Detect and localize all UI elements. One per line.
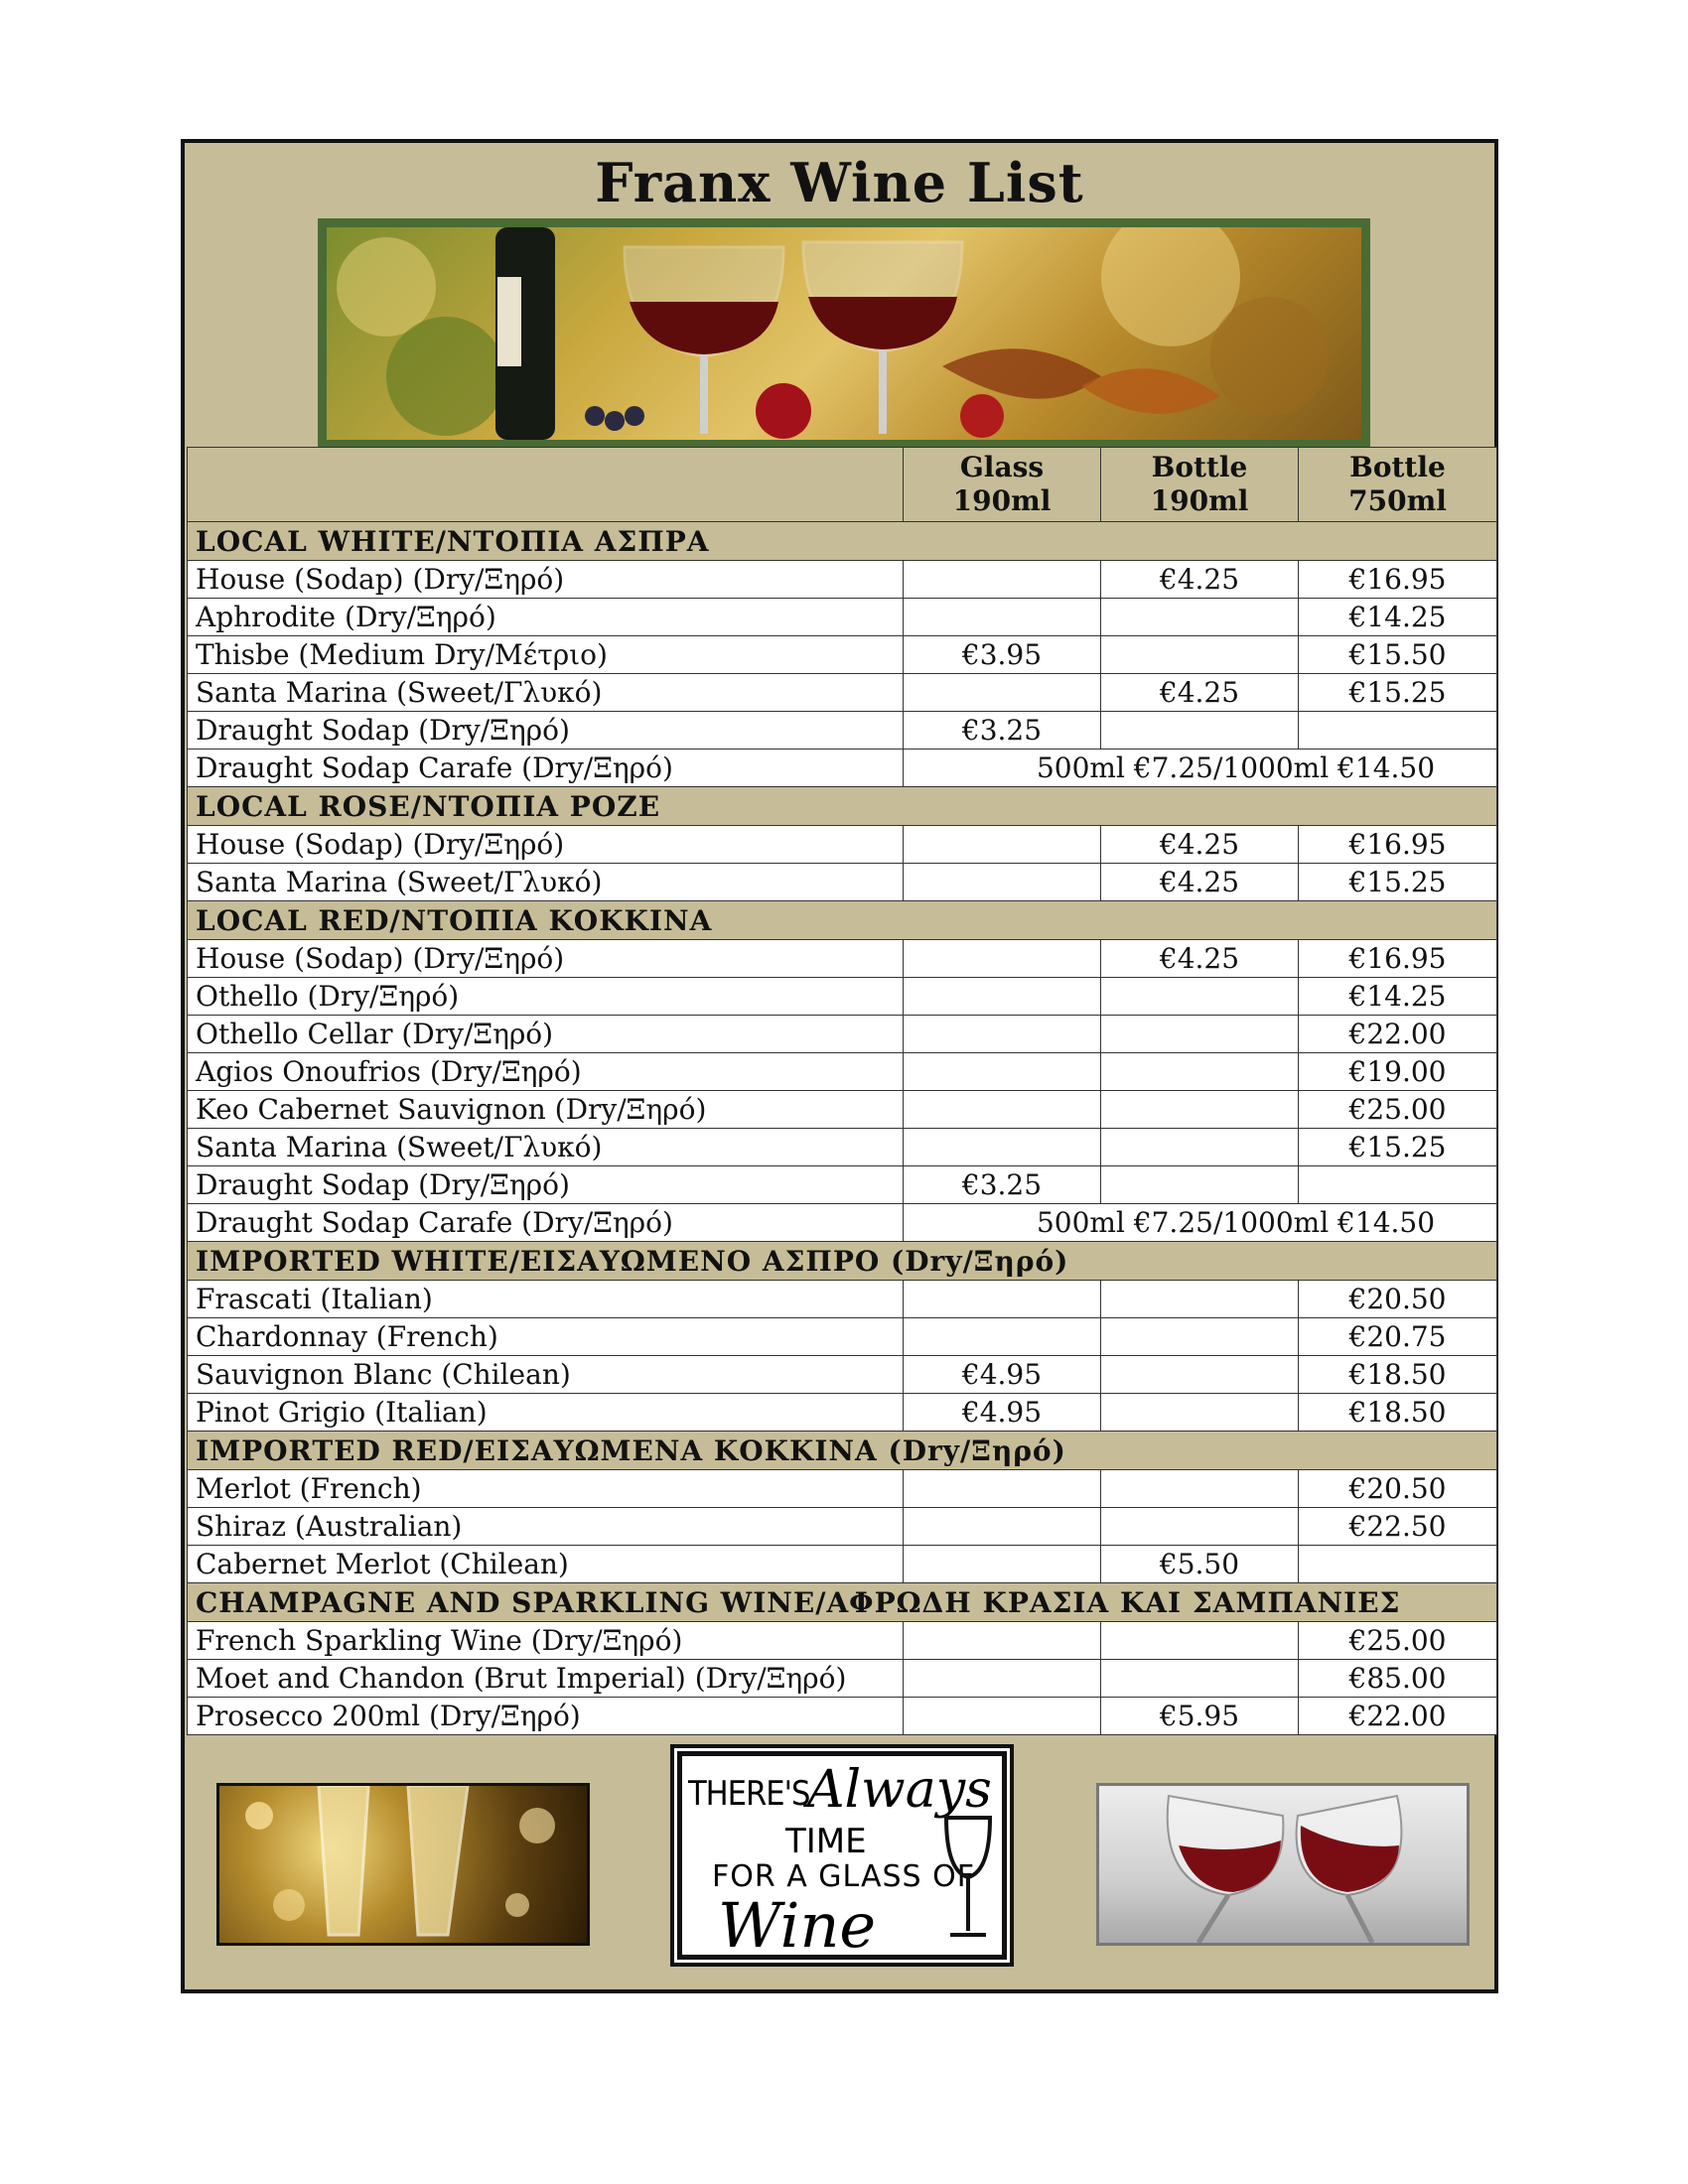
price-glass xyxy=(904,1698,1101,1735)
price-glass: €4.95 xyxy=(904,1356,1101,1394)
price-bottle-190ml xyxy=(1101,978,1299,1016)
price-bottle-190ml: €5.50 xyxy=(1101,1546,1299,1583)
carafe-prices: 500ml €7.25/1000ml €14.50 xyxy=(904,750,1497,787)
price-bottle-190ml xyxy=(1101,1053,1299,1091)
price-bottle-750ml: €22.00 xyxy=(1299,1016,1497,1053)
price-glass xyxy=(904,674,1101,712)
price-bottle-750ml: €15.50 xyxy=(1299,636,1497,674)
price-glass xyxy=(904,1016,1101,1053)
wine-name: Frascati (Italian) xyxy=(188,1281,904,1318)
hero-wine-image xyxy=(318,218,1370,449)
price-bottle-750ml: €20.50 xyxy=(1299,1281,1497,1318)
price-bottle-190ml xyxy=(1101,599,1299,636)
price-glass xyxy=(904,940,1101,978)
price-glass xyxy=(904,1318,1101,1356)
price-bottle-750ml xyxy=(1299,712,1497,750)
price-bottle-190ml xyxy=(1101,1166,1299,1204)
wine-name: Draught Sodap (Dry/Ξηρό) xyxy=(188,1166,904,1204)
price-bottle-750ml: €15.25 xyxy=(1299,674,1497,712)
wine-row xyxy=(188,1356,1497,1394)
price-bottle-190ml xyxy=(1101,1091,1299,1129)
price-glass xyxy=(904,1622,1101,1660)
wine-name: Keo Cabernet Sauvignon (Dry/Ξηρό) xyxy=(188,1091,904,1129)
carafe-prices: 500ml €7.25/1000ml €14.50 xyxy=(904,1204,1497,1242)
price-glass xyxy=(904,561,1101,599)
wine-name: Draught Sodap Carafe (Dry/Ξηρό) xyxy=(188,1204,904,1242)
section-title: IMPORTED RED/ΕΙΣΑΥΩΜΕΝΑ ΚΟΚΚΙΝΑ (Dry/Ξηρό) xyxy=(188,1432,1497,1470)
price-bottle-190ml xyxy=(1101,1470,1299,1508)
section-header-row xyxy=(188,1432,1497,1470)
price-bottle-750ml: €14.25 xyxy=(1299,978,1497,1016)
wine-row xyxy=(188,1281,1497,1318)
wine-row xyxy=(188,1166,1497,1204)
price-bottle-190ml xyxy=(1101,1356,1299,1394)
wine-price-table xyxy=(187,447,1497,1735)
slogan-script-2: Wine xyxy=(718,1889,877,1960)
wine-name: Aphrodite (Dry/Ξηρό) xyxy=(188,599,904,636)
price-glass xyxy=(904,978,1101,1016)
wine-name: Agios Onoufrios (Dry/Ξηρό) xyxy=(188,1053,904,1091)
price-bottle-750ml: €16.95 xyxy=(1299,561,1497,599)
price-glass xyxy=(904,1091,1101,1129)
price-bottle-190ml xyxy=(1101,636,1299,674)
wine-name: Shiraz (Australian) xyxy=(188,1508,904,1546)
page-title: Franx Wine List xyxy=(595,151,1084,214)
wine-row xyxy=(188,1204,1497,1242)
price-bottle-190ml: €5.95 xyxy=(1101,1698,1299,1735)
price-bottle-190ml xyxy=(1101,1129,1299,1166)
wine-name: Pinot Grigio (Italian) xyxy=(188,1394,904,1432)
price-bottle-750ml: €15.25 xyxy=(1299,864,1497,901)
wine-row xyxy=(188,1508,1497,1546)
wine-name: Cabernet Merlot (Chilean) xyxy=(188,1546,904,1583)
price-bottle-190ml xyxy=(1101,1622,1299,1660)
wine-row xyxy=(188,1698,1497,1735)
wine-row xyxy=(188,1091,1497,1129)
price-glass xyxy=(904,1470,1101,1508)
header-glass-190ml: Glass 190ml xyxy=(904,448,1101,522)
section-header-row xyxy=(188,522,1497,561)
section-header-row xyxy=(188,901,1497,940)
price-glass xyxy=(904,1281,1101,1318)
wine-row xyxy=(188,750,1497,787)
wine-name: Chardonnay (French) xyxy=(188,1318,904,1356)
wine-row xyxy=(188,1016,1497,1053)
section-header-row xyxy=(188,787,1497,826)
price-glass xyxy=(904,1660,1101,1698)
price-bottle-750ml: €85.00 xyxy=(1299,1660,1497,1698)
price-bottle-190ml: €4.25 xyxy=(1101,864,1299,901)
price-bottle-190ml xyxy=(1101,1508,1299,1546)
price-bottle-750ml: €15.25 xyxy=(1299,1129,1497,1166)
section-header-row xyxy=(188,1583,1497,1622)
slogan-script-1: Always xyxy=(807,1760,992,1820)
price-glass xyxy=(904,599,1101,636)
price-bottle-190ml: €4.25 xyxy=(1101,940,1299,978)
wine-row xyxy=(188,940,1497,978)
price-bottle-750ml: €18.50 xyxy=(1299,1394,1497,1432)
wine-name: Prosecco 200ml (Dry/Ξηρό) xyxy=(188,1698,904,1735)
wine-row xyxy=(188,1394,1497,1432)
section-title: LOCAL WHITE/ΝΤΟΠΙΑ ΑΣΠΡΑ xyxy=(188,522,1497,561)
wine-name: Draught Sodap (Dry/Ξηρό) xyxy=(188,712,904,750)
wine-row xyxy=(188,826,1497,864)
wine-row xyxy=(188,636,1497,674)
wine-row xyxy=(188,1470,1497,1508)
section-title: CHAMPAGNE AND SPARKLING WINE/ΑΦΡΩΔΗ ΚΡΑΣΙΑ ΚΑΙ ΣΑΜΠΑΝΙΕΣ xyxy=(188,1583,1497,1622)
price-bottle-750ml: €22.50 xyxy=(1299,1508,1497,1546)
price-bottle-750ml xyxy=(1299,1166,1497,1204)
price-bottle-750ml: €18.50 xyxy=(1299,1356,1497,1394)
price-bottle-190ml xyxy=(1101,1016,1299,1053)
price-glass: €3.95 xyxy=(904,636,1101,674)
section-title: LOCAL ROSE/ΝΤΟΠΙΑ ΡΟΖΕ xyxy=(188,787,1497,826)
price-bottle-750ml: €25.00 xyxy=(1299,1622,1497,1660)
wine-name: House (Sodap) (Dry/Ξηρό) xyxy=(188,826,904,864)
wine-glass-icon xyxy=(938,1812,998,1951)
wine-name: Othello Cellar (Dry/Ξηρό) xyxy=(188,1016,904,1053)
slogan-line-1: THERE'S xyxy=(688,1774,810,1814)
wine-name: House (Sodap) (Dry/Ξηρό) xyxy=(188,940,904,978)
wine-row xyxy=(188,1318,1497,1356)
wine-row xyxy=(188,1622,1497,1660)
wine-row xyxy=(188,712,1497,750)
wine-row xyxy=(188,599,1497,636)
price-bottle-190ml: €4.25 xyxy=(1101,561,1299,599)
price-bottle-750ml: €20.50 xyxy=(1299,1470,1497,1508)
section-header-row xyxy=(188,1242,1497,1281)
champagne-toast-image xyxy=(216,1783,590,1946)
wine-name: French Sparkling Wine (Dry/Ξηρό) xyxy=(188,1622,904,1660)
wine-row xyxy=(188,1660,1497,1698)
price-bottle-190ml: €4.25 xyxy=(1101,674,1299,712)
wine-row xyxy=(188,1546,1497,1583)
price-bottle-750ml: €16.95 xyxy=(1299,826,1497,864)
table-header-row xyxy=(188,448,1497,522)
price-bottle-750ml: €25.00 xyxy=(1299,1091,1497,1129)
slogan-line-3: FOR A GLASS OF xyxy=(712,1859,975,1894)
price-bottle-750ml: €16.95 xyxy=(1299,940,1497,978)
section-title: IMPORTED WHITE/ΕΙΣΑΥΩΜΕΝΟ ΑΣΠΡΟ (Dry/Ξηρό) xyxy=(188,1242,1497,1281)
price-glass: €3.25 xyxy=(904,1166,1101,1204)
wine-row xyxy=(188,1129,1497,1166)
price-bottle-190ml xyxy=(1101,1660,1299,1698)
price-bottle-190ml: €4.25 xyxy=(1101,826,1299,864)
wine-bottle-glasses-illustration xyxy=(327,227,1361,440)
wine-name: Santa Marina (Sweet/Γλυκό) xyxy=(188,1129,904,1166)
wine-name: House (Sodap) (Dry/Ξηρό) xyxy=(188,561,904,599)
header-bottle-190ml: Bottle 190ml xyxy=(1101,448,1299,522)
red-wine-glasses-image xyxy=(1096,1783,1470,1946)
price-bottle-190ml xyxy=(1101,1318,1299,1356)
price-glass xyxy=(904,1508,1101,1546)
price-glass: €4.95 xyxy=(904,1394,1101,1432)
header-empty xyxy=(188,448,904,522)
wine-name: Santa Marina (Sweet/Γλυκό) xyxy=(188,674,904,712)
wine-name: Thisbe (Medium Dry/Μέτριο) xyxy=(188,636,904,674)
price-glass xyxy=(904,1129,1101,1166)
price-bottle-190ml xyxy=(1101,1281,1299,1318)
wine-name: Draught Sodap Carafe (Dry/Ξηρό) xyxy=(188,750,904,787)
price-bottle-190ml xyxy=(1101,1394,1299,1432)
section-title: LOCAL RED/ΝΤΟΠΙΑ ΚΟΚΚΙΝΑ xyxy=(188,901,1497,940)
menu-frame xyxy=(181,139,1498,1993)
wine-name: Santa Marina (Sweet/Γλυκό) xyxy=(188,864,904,901)
slogan-line-2: TIME xyxy=(785,1822,867,1861)
wine-name: Merlot (French) xyxy=(188,1470,904,1508)
price-glass xyxy=(904,864,1101,901)
header-bottle-750ml: Bottle 750ml xyxy=(1299,448,1497,522)
slogan-badge xyxy=(677,1751,1007,1960)
wine-row xyxy=(188,864,1497,901)
price-glass xyxy=(904,1053,1101,1091)
wine-row xyxy=(188,978,1497,1016)
wine-row xyxy=(188,1053,1497,1091)
price-bottle-750ml: €20.75 xyxy=(1299,1318,1497,1356)
price-bottle-750ml xyxy=(1299,1546,1497,1583)
price-bottle-190ml xyxy=(1101,712,1299,750)
wine-name: Moet and Chandon (Brut Imperial) (Dry/Ξηρό) xyxy=(188,1660,904,1698)
wine-row xyxy=(188,561,1497,599)
price-bottle-750ml: €14.25 xyxy=(1299,599,1497,636)
price-glass xyxy=(904,1546,1101,1583)
wine-name: Othello (Dry/Ξηρό) xyxy=(188,978,904,1016)
wine-row xyxy=(188,674,1497,712)
price-glass: €3.25 xyxy=(904,712,1101,750)
price-bottle-750ml: €22.00 xyxy=(1299,1698,1497,1735)
wine-name: Sauvignon Blanc (Chilean) xyxy=(188,1356,904,1394)
price-glass xyxy=(904,826,1101,864)
price-bottle-750ml: €19.00 xyxy=(1299,1053,1497,1091)
